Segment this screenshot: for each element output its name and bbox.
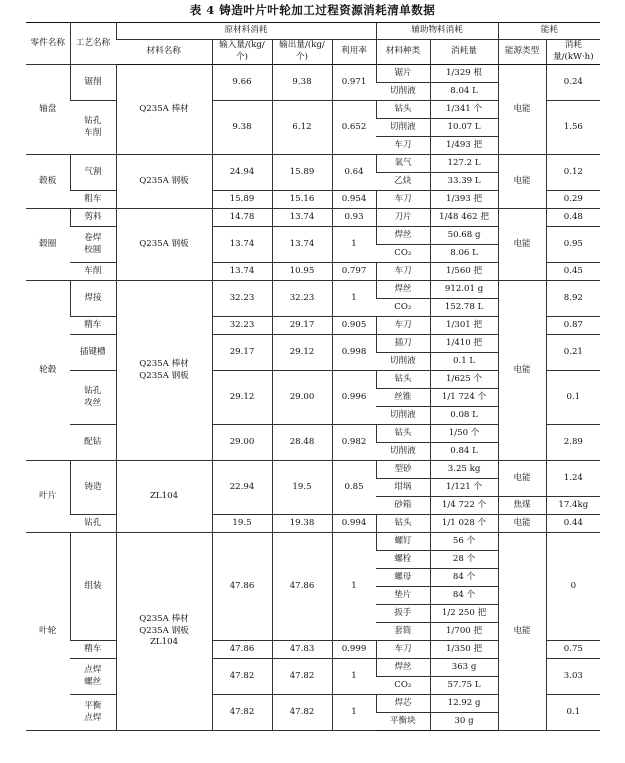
table-row	[26, 65, 600, 83]
energy-value: 0.24	[546, 65, 600, 101]
aux-type: 车刀	[376, 191, 430, 209]
energy-value: 3.03	[546, 659, 600, 695]
output-value: 19.5	[272, 461, 332, 515]
energy-type: 焦煤	[498, 497, 546, 515]
input-value: 29.00	[212, 425, 272, 461]
process-name: 卷焊校圆	[70, 227, 116, 263]
process-name: 钻孔攻丝	[70, 371, 116, 425]
input-value: 32.23	[212, 281, 272, 317]
aux-type: 切削液	[376, 407, 430, 425]
aux-qty: 1/493 把	[430, 137, 498, 155]
header-aux-group: 辅助物料消耗	[376, 23, 498, 40]
process-name: 粗车	[70, 191, 116, 209]
aux-qty: 1/329 根	[430, 65, 498, 83]
aux-type: 螺母	[376, 569, 430, 587]
process-name: 点焊螺丝	[70, 659, 116, 695]
output-value: 15.16	[272, 191, 332, 209]
aux-qty: 127.2 L	[430, 155, 498, 173]
utilization-value: 1	[332, 695, 376, 731]
energy-type: 电能	[498, 515, 546, 533]
energy-value: 2.89	[546, 425, 600, 461]
aux-qty: 84 个	[430, 569, 498, 587]
aux-qty: 1/48 462 把	[430, 209, 498, 227]
output-value: 6.12	[272, 101, 332, 155]
material-name: Q235A 钢板	[116, 209, 212, 281]
process-name: 钻孔车削	[70, 101, 116, 155]
input-value: 29.17	[212, 335, 272, 371]
aux-type: 钻头	[376, 101, 430, 119]
aux-type: 氧气	[376, 155, 430, 173]
table-row	[26, 533, 600, 551]
aux-qty: 12.92 g	[430, 695, 498, 713]
aux-qty: 152.78 L	[430, 299, 498, 317]
aux-qty: 28 个	[430, 551, 498, 569]
input-value: 47.86	[212, 641, 272, 659]
aux-type: 钻头	[376, 425, 430, 443]
energy-value: 8.92	[546, 281, 600, 317]
aux-type: 切削液	[376, 119, 430, 137]
aux-qty: 1/341 个	[430, 101, 498, 119]
utilization-value: 0.994	[332, 515, 376, 533]
output-value: 29.12	[272, 335, 332, 371]
process-name: 平衡点焊	[70, 695, 116, 731]
output-value: 13.74	[272, 227, 332, 263]
part-name: 轴盘	[26, 65, 70, 155]
energy-value: 0.87	[546, 317, 600, 335]
header-aux-consumption: 消耗量	[430, 40, 498, 65]
material-name: ZL104	[116, 461, 212, 533]
part-name: 叶轮	[26, 533, 70, 731]
energy-type: 电能	[498, 65, 546, 155]
aux-qty: 1/700 把	[430, 623, 498, 641]
output-value: 19.38	[272, 515, 332, 533]
input-value: 29.12	[212, 371, 272, 425]
aux-qty: 1/50 个	[430, 425, 498, 443]
aux-qty: 50.68 g	[430, 227, 498, 245]
energy-value: 0.75	[546, 641, 600, 659]
utilization-value: 1	[332, 659, 376, 695]
process-name: 组装	[70, 533, 116, 641]
utilization-value: 0.954	[332, 191, 376, 209]
aux-qty: 56 个	[430, 533, 498, 551]
input-value: 47.82	[212, 695, 272, 731]
aux-qty: 912.01 g	[430, 281, 498, 299]
aux-qty: 1/625 个	[430, 371, 498, 389]
header-energy-consumption: 消耗量/(kW·h)	[546, 40, 600, 65]
material-name: Q235A 棒材 Q235A 钢板	[116, 281, 212, 461]
input-value: 9.38	[212, 101, 272, 155]
utilization-value: 1	[332, 533, 376, 641]
material-name: Q235A 棒材	[116, 65, 212, 155]
aux-type: 钻头	[376, 371, 430, 389]
aux-qty: 0.08 L	[430, 407, 498, 425]
resource-consumption-table	[26, 22, 600, 731]
aux-type: 平衡块	[376, 713, 430, 731]
aux-qty: 84 个	[430, 587, 498, 605]
aux-type: 垫片	[376, 587, 430, 605]
input-value: 19.5	[212, 515, 272, 533]
process-name: 气割	[70, 155, 116, 191]
energy-type: 电能	[498, 281, 546, 461]
energy-type: 电能	[498, 209, 546, 281]
header-raw-group: 原材料消耗	[116, 23, 376, 40]
aux-qty: 1/2 250 把	[430, 605, 498, 623]
utilization-value: 0.85	[332, 461, 376, 515]
aux-type: 钻头	[376, 515, 430, 533]
aux-type: 坩埚	[376, 479, 430, 497]
aux-type: 锯片	[376, 65, 430, 83]
aux-type: 车刀	[376, 263, 430, 281]
output-value: 47.86	[272, 533, 332, 641]
part-name: 叶片	[26, 461, 70, 533]
process-name: 锯削	[70, 65, 116, 101]
part-name: 毂板	[26, 155, 70, 209]
aux-qty: 1/1 028 个	[430, 515, 498, 533]
output-value: 10.95	[272, 263, 332, 281]
output-value: 47.82	[272, 659, 332, 695]
aux-type: 切削液	[376, 443, 430, 461]
output-value: 32.23	[272, 281, 332, 317]
output-value: 13.74	[272, 209, 332, 227]
aux-type: 砂箱	[376, 497, 430, 515]
process-name: 铸造	[70, 461, 116, 515]
material-name: Q235A 钢板	[116, 155, 212, 209]
process-name: 精车	[70, 317, 116, 335]
header-aux-type: 材料种类	[376, 40, 430, 65]
input-value: 32.23	[212, 317, 272, 335]
utilization-value: 1	[332, 227, 376, 263]
process-name: 插键槽	[70, 335, 116, 371]
aux-type: 车刀	[376, 641, 430, 659]
utilization-value: 0.797	[332, 263, 376, 281]
utilization-value: 0.982	[332, 425, 376, 461]
energy-value: 1.24	[546, 461, 600, 497]
utilization-value: 0.998	[332, 335, 376, 371]
output-value: 29.17	[272, 317, 332, 335]
utilization-value: 0.93	[332, 209, 376, 227]
aux-type: 螺钉	[376, 533, 430, 551]
header-utilization: 利用率	[332, 40, 376, 65]
header-energy-group: 能耗	[498, 23, 600, 40]
aux-type: CO₂	[376, 245, 430, 263]
input-value: 24.94	[212, 155, 272, 191]
energy-value: 0.48	[546, 209, 600, 227]
part-name: 毂圈	[26, 209, 70, 281]
energy-value: 0.95	[546, 227, 600, 263]
energy-value: 0.12	[546, 155, 600, 191]
aux-qty: 1/393 把	[430, 191, 498, 209]
aux-qty: 1/301 把	[430, 317, 498, 335]
aux-type: 刀片	[376, 209, 430, 227]
aux-qty: 1/350 把	[430, 641, 498, 659]
energy-value: 0.45	[546, 263, 600, 281]
input-value: 47.86	[212, 533, 272, 641]
aux-qty: 8.06 L	[430, 245, 498, 263]
aux-qty: 1/4 722 个	[430, 497, 498, 515]
aux-type: CO₂	[376, 299, 430, 317]
aux-qty: 33.39 L	[430, 173, 498, 191]
aux-type: 焊芯	[376, 695, 430, 713]
aux-type: 型砂	[376, 461, 430, 479]
aux-qty: 363 g	[430, 659, 498, 677]
aux-qty: 1/121 个	[430, 479, 498, 497]
aux-qty: 1/560 把	[430, 263, 498, 281]
aux-type: 焊丝	[376, 227, 430, 245]
aux-qty: 0.1 L	[430, 353, 498, 371]
table-caption: 表 4 铸造叶片叶轮加工过程资源消耗清单数据	[189, 3, 436, 17]
header-input: 输入量/(kg/个)	[212, 40, 272, 65]
material-name: Q235A 棒材 Q235A 钢板 ZL104	[116, 533, 212, 731]
header-material-name: 材料名称	[116, 40, 212, 65]
input-value: 13.74	[212, 227, 272, 263]
input-value: 13.74	[212, 263, 272, 281]
process-name: 精车	[70, 641, 116, 659]
energy-value: 0.29	[546, 191, 600, 209]
input-value: 47.82	[212, 659, 272, 695]
part-name: 轮毂	[26, 281, 70, 461]
table-row	[26, 515, 600, 533]
aux-type: 焊丝	[376, 659, 430, 677]
output-value: 47.82	[272, 695, 332, 731]
aux-type: 乙炔	[376, 173, 430, 191]
input-value: 14.78	[212, 209, 272, 227]
output-value: 29.00	[272, 371, 332, 425]
aux-type: 套筒	[376, 623, 430, 641]
process-name: 配钻	[70, 425, 116, 461]
aux-qty: 30 g	[430, 713, 498, 731]
process-name: 剪料	[70, 209, 116, 227]
header-energy-type: 能源类型	[498, 40, 546, 65]
header-part: 零件名称	[26, 23, 70, 65]
output-value: 15.89	[272, 155, 332, 191]
aux-type: 切削液	[376, 83, 430, 101]
aux-qty: 1/410 把	[430, 335, 498, 353]
aux-type: 车刀	[376, 137, 430, 155]
header-row	[26, 23, 600, 40]
aux-type: 丝锥	[376, 389, 430, 407]
aux-type: 车刀	[376, 317, 430, 335]
energy-type: 电能	[498, 533, 546, 731]
aux-type: 插刀	[376, 335, 430, 353]
utilization-value: 0.652	[332, 101, 376, 155]
input-value: 22.94	[212, 461, 272, 515]
header-process: 工艺名称	[70, 23, 116, 65]
table-row	[26, 281, 600, 299]
energy-type: 电能	[498, 155, 546, 209]
energy-type: 电能	[498, 461, 546, 497]
energy-value: 0.44	[546, 515, 600, 533]
aux-type: 螺栓	[376, 551, 430, 569]
energy-value: 0.1	[546, 371, 600, 425]
energy-value: 0.21	[546, 335, 600, 371]
table-row	[26, 155, 600, 173]
header-output: 输出量/(kg/个)	[272, 40, 332, 65]
aux-type: CO₂	[376, 677, 430, 695]
energy-value: 1.56	[546, 101, 600, 155]
energy-value: 17.4kg	[546, 497, 600, 515]
utilization-value: 0.971	[332, 65, 376, 101]
process-name: 焊接	[70, 281, 116, 317]
utilization-value: 0.996	[332, 371, 376, 425]
input-value: 9.66	[212, 65, 272, 101]
output-value: 9.38	[272, 65, 332, 101]
utilization-value: 0.64	[332, 155, 376, 191]
output-value: 28.48	[272, 425, 332, 461]
process-name: 车削	[70, 263, 116, 281]
aux-qty: 1/1 724 个	[430, 389, 498, 407]
energy-value: 0.1	[546, 695, 600, 731]
utilization-value: 1	[332, 281, 376, 317]
aux-type: 焊丝	[376, 281, 430, 299]
input-value: 15.89	[212, 191, 272, 209]
utilization-value: 0.999	[332, 641, 376, 659]
table-row	[26, 461, 600, 479]
process-name: 钻孔	[70, 515, 116, 533]
aux-type: 扳手	[376, 605, 430, 623]
utilization-value: 0.905	[332, 317, 376, 335]
aux-qty: 0.84 L	[430, 443, 498, 461]
aux-qty: 8.04 L	[430, 83, 498, 101]
aux-qty: 3.25 kg	[430, 461, 498, 479]
output-value: 47.83	[272, 641, 332, 659]
energy-value: 0	[546, 533, 600, 641]
aux-qty: 57.75 L	[430, 677, 498, 695]
aux-qty: 10.07 L	[430, 119, 498, 137]
table-row	[26, 209, 600, 227]
aux-type: 切削液	[376, 353, 430, 371]
